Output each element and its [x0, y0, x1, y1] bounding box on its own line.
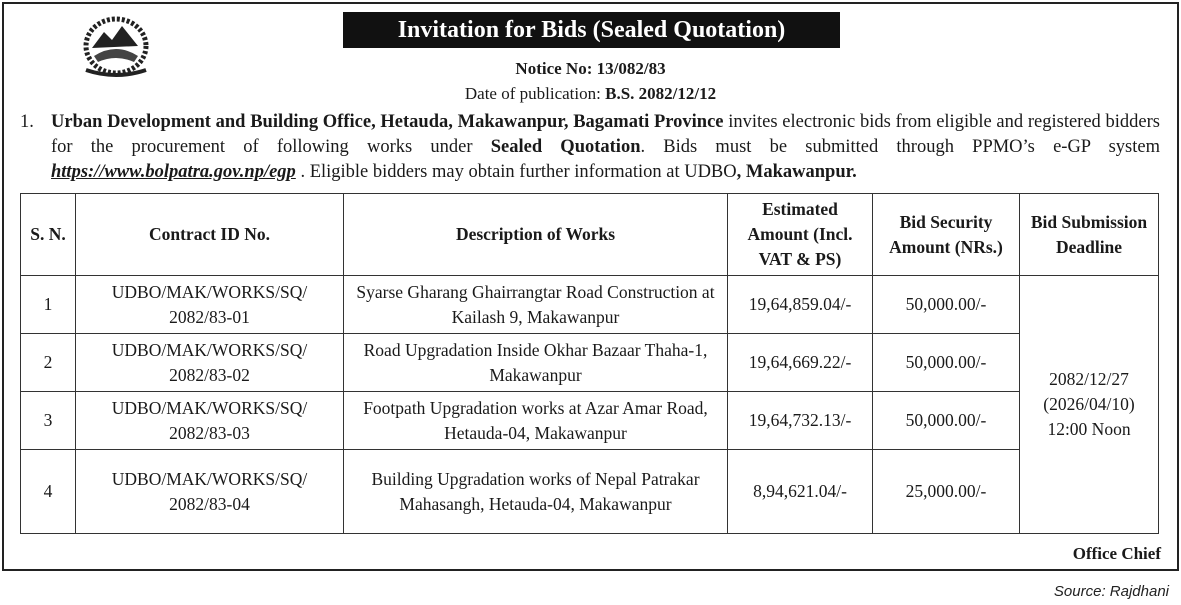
- table-row: [21, 450, 1159, 534]
- cell-bid-security: 50,000.00/-: [873, 392, 1020, 450]
- text: . Bids must be submitted through PPMO’s e-GP system: [640, 137, 1160, 157]
- office-name: Urban Development and Building Office, Hetauda, Makawanpur, Bagamati Province: [51, 112, 724, 132]
- header-contract-id: Contract ID No.: [76, 194, 344, 276]
- deadline-bs: 2082/12/27: [1049, 369, 1129, 389]
- header-deadline: Bid Submission Deadline: [1020, 194, 1159, 276]
- cell-sn: 4: [21, 450, 76, 534]
- deadline-time: 12:00 Noon: [1047, 419, 1131, 439]
- cell-description: Syarse Gharang Ghairrangtar Road Construction at Kailash 9, Makawanpur: [344, 276, 728, 334]
- cell-description: Building Upgradation works of Nepal Patrakar Mahasangh, Hetauda-04, Makawanpur: [344, 450, 728, 534]
- cell-deadline: [1020, 276, 1159, 534]
- cell-estimated-amount: 19,64,732.13/-: [728, 392, 873, 450]
- cell-estimated-amount: 8,94,621.04/-: [728, 450, 873, 534]
- paragraph-number: 1.: [20, 112, 34, 132]
- procurement-method: Sealed Quotation: [490, 137, 641, 157]
- cell-description: Footpath Upgradation works at Azar Amar Road, Hetauda-04, Makawanpur: [344, 392, 728, 450]
- header-estimated-amount: Estimated Amount (Incl. VAT & PS): [728, 194, 873, 276]
- cell-bid-security: 50,000.00/-: [873, 334, 1020, 392]
- notice-number: Notice No: 13/082/83: [515, 59, 666, 78]
- cell-contract-id: UDBO/MAK/WORKS/SQ/ 2082/83-03: [76, 392, 344, 450]
- cell-estimated-amount: 19,64,859.04/-: [728, 276, 873, 334]
- cell-sn: 3: [21, 392, 76, 450]
- notice-title: Invitation for Bids (Sealed Quotation): [343, 12, 840, 48]
- egp-link[interactable]: https://www.bolpatra.gov.np/egp: [51, 162, 296, 182]
- table-row: [21, 392, 1159, 450]
- cell-estimated-amount: 19,64,669.22/-: [728, 334, 873, 392]
- bids-table: [20, 193, 1159, 534]
- signatory: Office Chief: [1072, 544, 1161, 563]
- header-bid-security: Bid Security Amount (NRs.): [873, 194, 1020, 276]
- text: . Eligible bidders may obtain further information at UDBO: [295, 162, 737, 182]
- cell-sn: 1: [21, 276, 76, 334]
- cell-description: Road Upgradation Inside Okhar Bazaar Thaha-1, Makawanpur: [344, 334, 728, 392]
- text: invites electronic bids from eligible and registered bidders for the procurement of following works under: [51, 112, 1160, 157]
- table-header-row: [21, 194, 1159, 276]
- cell-bid-security: 50,000.00/-: [873, 276, 1020, 334]
- header-sn: S. N.: [21, 194, 76, 276]
- location: , Makawanpur.: [736, 162, 857, 182]
- publication-date: Date of publication: B.S. 2082/12/12: [464, 84, 717, 103]
- cell-bid-security: 25,000.00/-: [873, 450, 1020, 534]
- table-row: [21, 334, 1159, 392]
- cell-contract-id: UDBO/MAK/WORKS/SQ/ 2082/83-02: [76, 334, 344, 392]
- cell-contract-id: UDBO/MAK/WORKS/SQ/ 2082/83-04: [76, 450, 344, 534]
- deadline-ad: (2026/04/10): [1043, 394, 1135, 414]
- table-row: [21, 276, 1159, 334]
- invitation-paragraph: [20, 110, 1160, 185]
- source-credit: Source: Rajdhani: [1053, 583, 1169, 600]
- cell-contract-id: UDBO/MAK/WORKS/SQ/ 2082/83-01: [76, 276, 344, 334]
- header-description: Description of Works: [344, 194, 728, 276]
- cell-sn: 2: [21, 334, 76, 392]
